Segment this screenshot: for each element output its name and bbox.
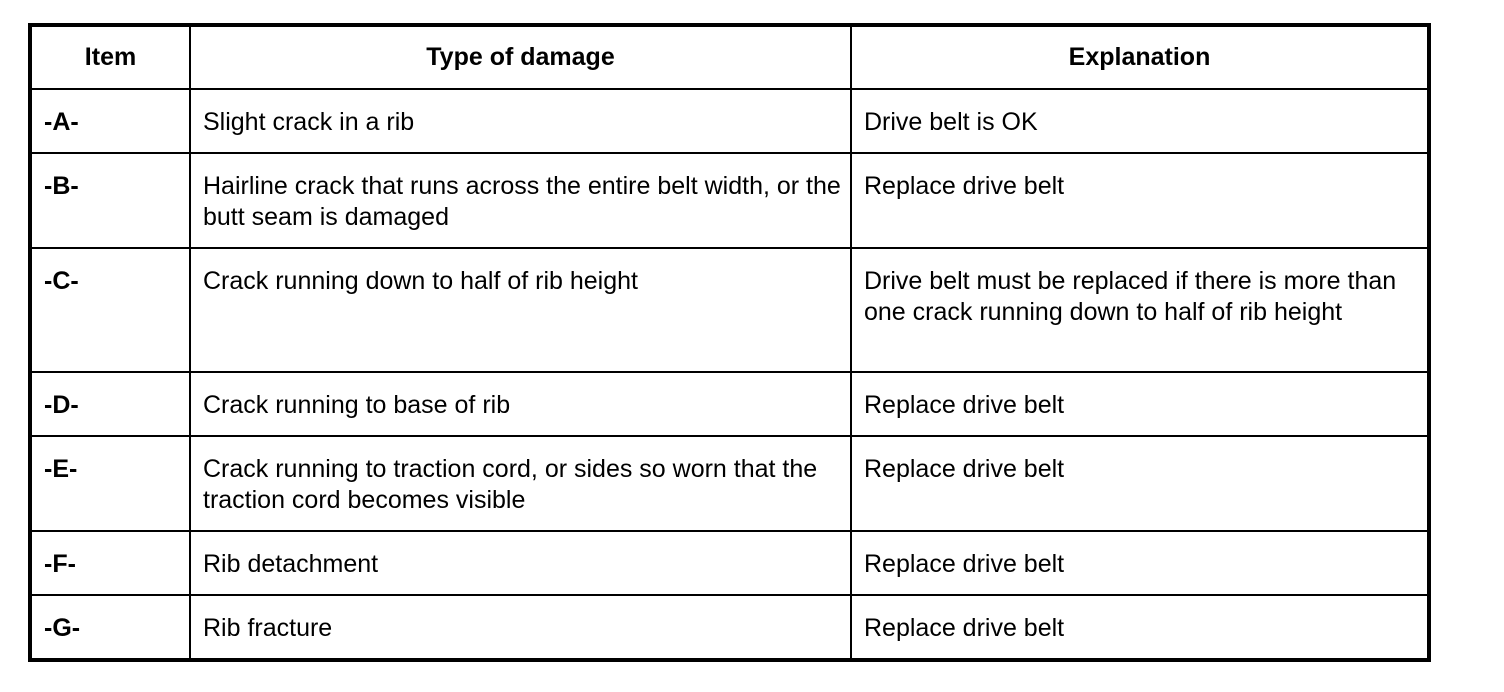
damage-type-text: Rib detachment	[203, 550, 379, 578]
explanation-text: Replace drive belt	[864, 172, 1065, 200]
item-label: -F-	[44, 550, 76, 578]
item-cell	[30, 372, 190, 436]
damage-type-cell	[190, 153, 851, 248]
damage-type-text: Crack running to traction cord, or sides so worn that the traction cord becomes visible	[203, 455, 818, 514]
item-cell	[30, 436, 190, 531]
item-label: -D-	[44, 391, 79, 419]
damage-type-cell	[190, 372, 851, 436]
table-row	[30, 436, 1429, 531]
explanation-cell	[851, 531, 1429, 595]
damage-type-cell	[190, 436, 851, 531]
explanation-cell	[851, 595, 1429, 660]
damage-type-cell	[190, 595, 851, 660]
table-row	[30, 89, 1429, 153]
explanation-text: Drive belt is OK	[864, 108, 1038, 136]
damage-type-text: Hairline crack that runs across the entire belt width, or the butt seam is damaged	[203, 172, 841, 231]
item-label: -C-	[44, 267, 79, 295]
damage-type-text: Slight crack in a rib	[203, 108, 415, 136]
damage-type-cell	[190, 248, 851, 372]
table-row	[30, 595, 1429, 660]
explanation-cell	[851, 89, 1429, 153]
item-cell	[30, 595, 190, 660]
table-row	[30, 372, 1429, 436]
damage-type-cell	[190, 89, 851, 153]
item-cell	[30, 153, 190, 248]
explanation-text: Drive belt must be replaced if there is more than one crack running down to half of rib height	[864, 267, 1397, 326]
damage-table	[28, 23, 1431, 662]
explanation-cell	[851, 248, 1429, 372]
item-cell	[30, 248, 190, 372]
explanation-cell	[851, 372, 1429, 436]
header-type-of-damage: Type of damage	[190, 25, 851, 89]
explanation-cell	[851, 153, 1429, 248]
explanation-text: Replace drive belt	[864, 614, 1065, 642]
item-label: -A-	[44, 108, 79, 136]
header-row	[30, 25, 1429, 89]
item-label: -B-	[44, 172, 79, 200]
header-item: Item	[30, 25, 190, 89]
item-cell	[30, 531, 190, 595]
table-row	[30, 248, 1429, 372]
item-label: -E-	[44, 455, 78, 483]
damage-type-text: Crack running to base of rib	[203, 391, 511, 419]
damage-type-cell	[190, 531, 851, 595]
explanation-cell	[851, 436, 1429, 531]
explanation-text: Replace drive belt	[864, 391, 1065, 419]
item-cell	[30, 89, 190, 153]
header-explanation: Explanation	[851, 25, 1429, 89]
explanation-text: Replace drive belt	[864, 550, 1065, 578]
explanation-text: Replace drive belt	[864, 455, 1065, 483]
table-row	[30, 531, 1429, 595]
damage-type-text: Crack running down to half of rib height	[203, 267, 638, 295]
table-row	[30, 153, 1429, 248]
item-label: -G-	[44, 614, 81, 642]
damage-type-text: Rib fracture	[203, 614, 333, 642]
